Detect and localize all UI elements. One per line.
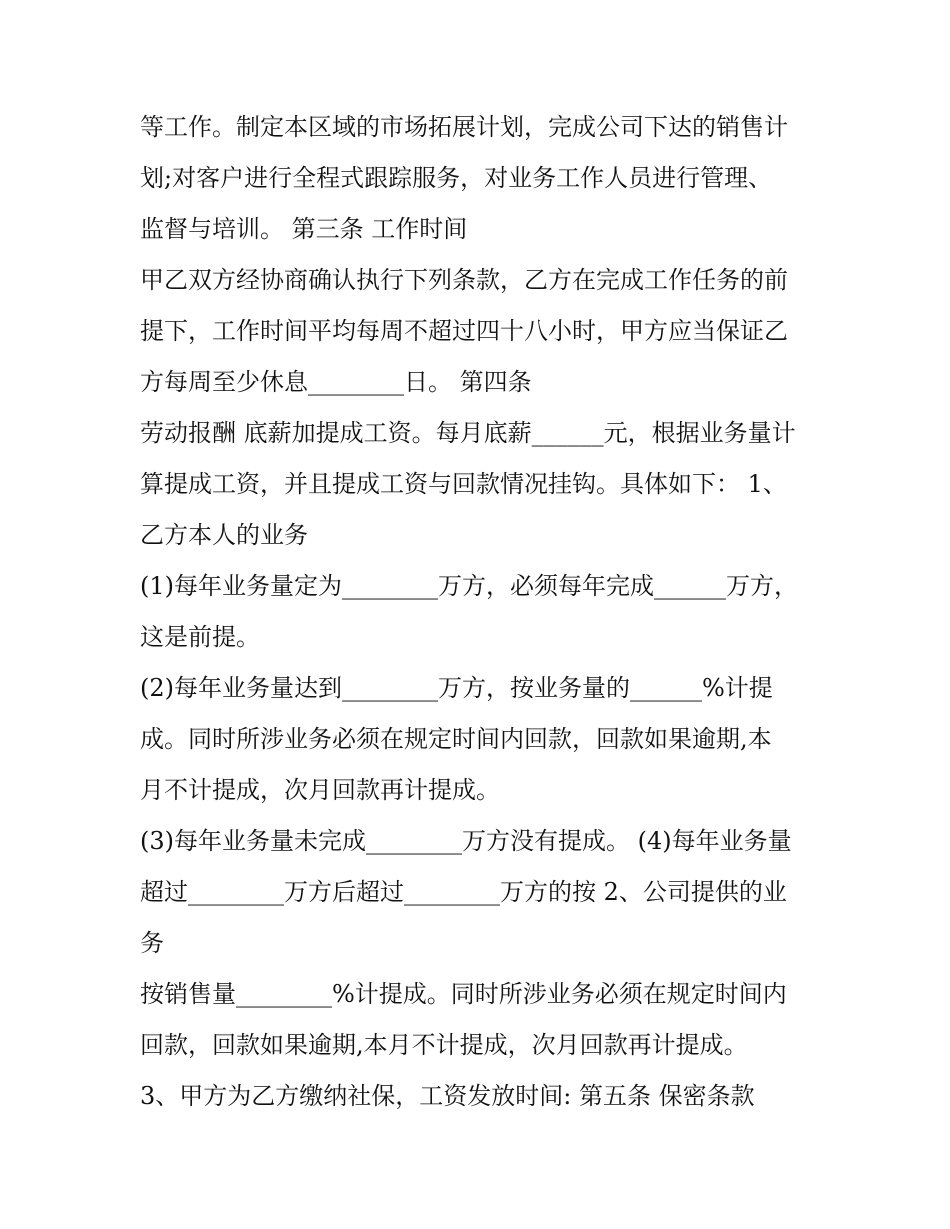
- text-line: 划;对客户进行全程式跟踪服务，对业务工作人员进行管理、: [140, 164, 773, 192]
- text-line: (2)每年业务量达到________万方，按业务量的______%计提: [140, 674, 773, 702]
- text-line: 务: [140, 929, 164, 957]
- text-line: 乙方本人的业务: [140, 521, 308, 549]
- text-line: 成。同时所涉业务必须在规定时间内回款，回款如果逾期,本: [140, 725, 772, 753]
- text-line: 等工作。制定本区域的市场拓展计划，完成公司下达的销售计: [140, 113, 788, 141]
- text-line: 超过________万方后超过________万方的按 2、公司提供的业: [140, 878, 787, 906]
- text-line: (3)每年业务量未完成________万方没有提成。 (4)每年业务量: [140, 827, 792, 855]
- text-line: 劳动报酬 底薪加提成工资。每月底薪______元，根据业务量计: [140, 419, 796, 447]
- contract-text: [140, 102, 820, 1122]
- text-line: 月不计提成，次月回款再计提成。: [140, 776, 500, 804]
- text-line: 提下，工作时间平均每周不超过四十八小时，甲方应当保证乙: [140, 317, 788, 345]
- text-line: 甲乙双方经协商确认执行下列条款，乙方在完成工作任务的前: [140, 266, 788, 294]
- text-line: (1)每年业务量定为________万方，必须每年完成______万方，: [140, 572, 798, 600]
- text-line: 这是前提。: [140, 623, 260, 651]
- text-line: 监督与培训。 第三条 工作时间: [140, 215, 468, 243]
- text-line: 算提成工资，并且提成工资与回款情况挂钩。具体如下： 1、: [140, 470, 787, 498]
- text-line: 方每周至少休息________日。 第四条: [140, 368, 532, 396]
- text-line: 3、甲方为乙方缴纳社保，工资发放时间: 第五条 保密条款: [140, 1082, 755, 1110]
- text-line: 按销售量________%计提成。同时所涉业务必须在规定时间内: [140, 980, 787, 1008]
- text-line: 回款，回款如果逾期,本月不计提成，次月回款再计提成。: [140, 1031, 748, 1059]
